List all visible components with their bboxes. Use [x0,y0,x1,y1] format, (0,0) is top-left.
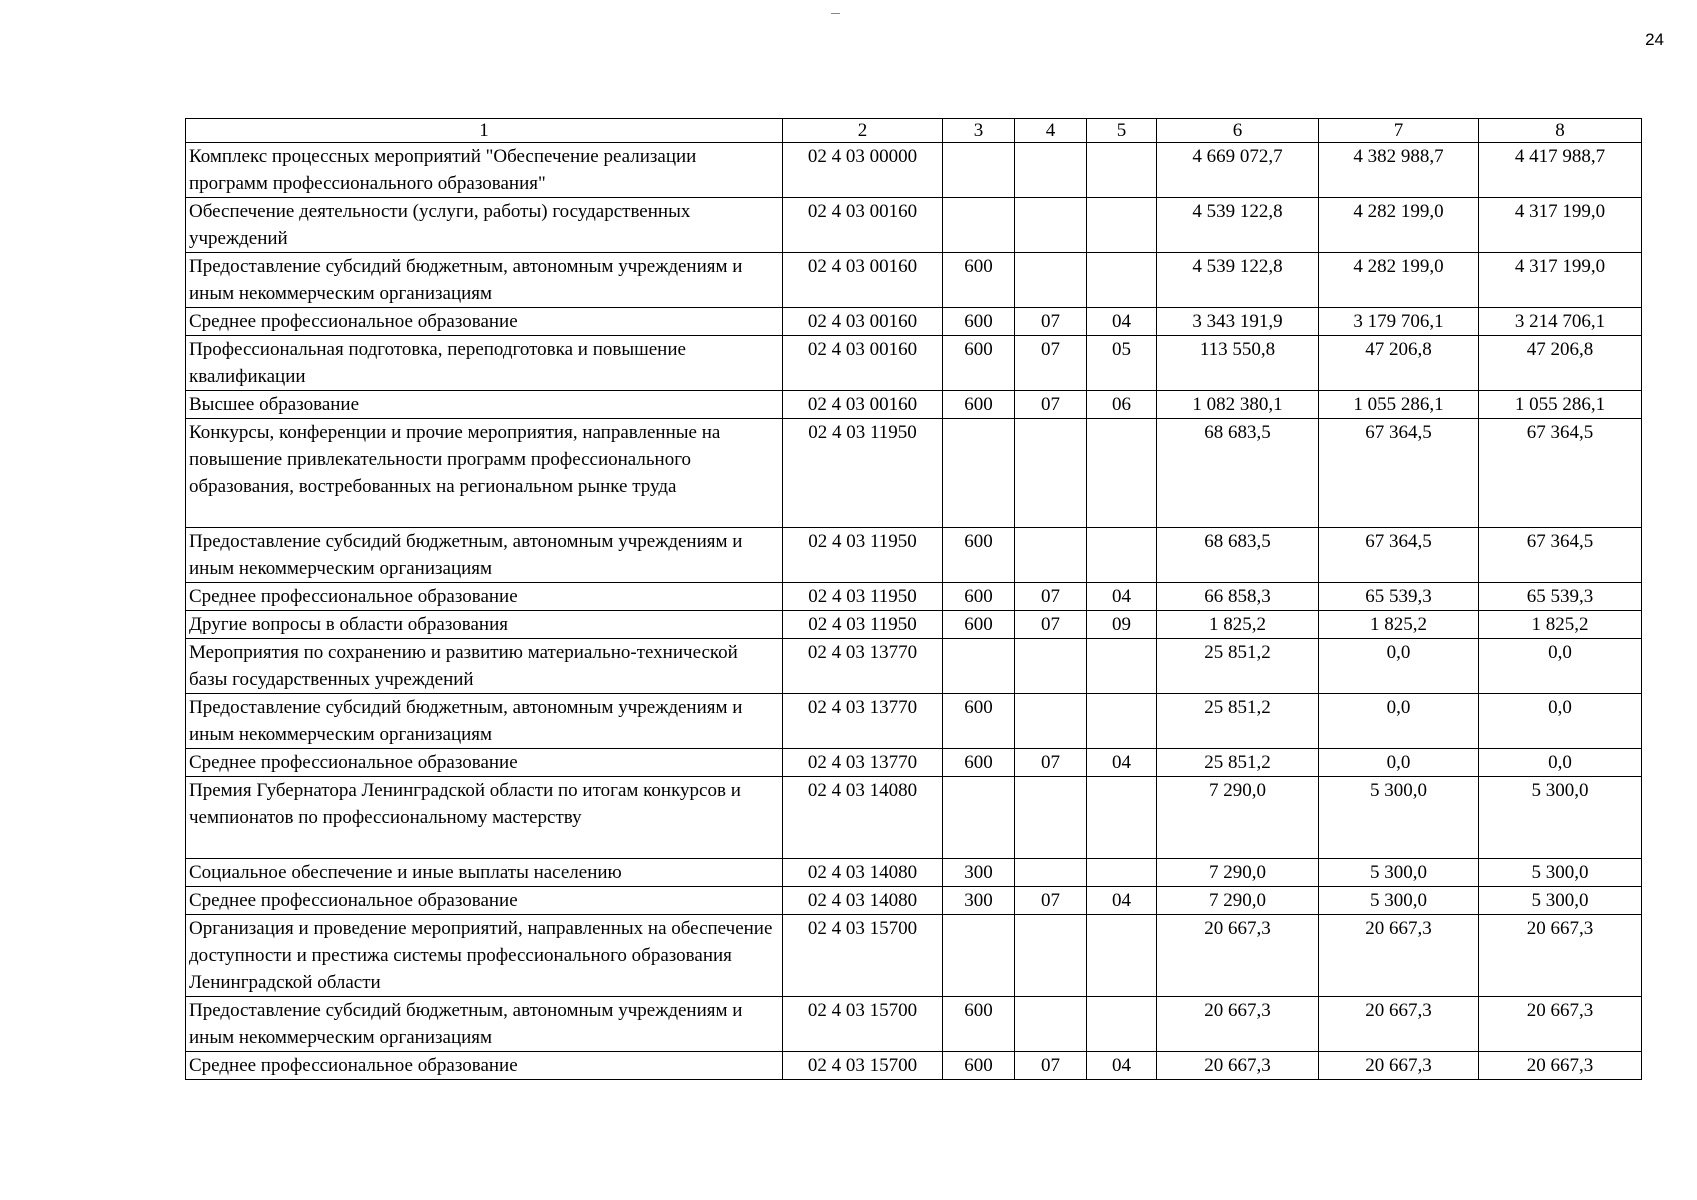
cell-name: Премия Губернатора Ленинградской области по итогам конкурсов и чемпионатов по профессиональному мастерству [186,777,783,859]
cell-expense-type: 600 [943,749,1015,777]
table-row [186,859,1642,887]
table-row [186,143,1642,198]
column-header: 5 [1087,119,1157,143]
page-number: 24 [1645,30,1664,49]
cell-section: 07 [1015,611,1087,639]
cell-section: 07 [1015,336,1087,391]
cell-code: 02 4 03 00160 [783,391,943,419]
table-row [186,253,1642,308]
cell-value-col6: 3 343 191,9 [1157,308,1319,336]
cell-section [1015,419,1087,528]
table-row [186,583,1642,611]
cell-value-col7: 65 539,3 [1319,583,1479,611]
cell-subsection [1087,997,1157,1052]
column-header: 3 [943,119,1015,143]
column-header: 1 [186,119,783,143]
cell-code: 02 4 03 00160 [783,198,943,253]
cell-section: 07 [1015,583,1087,611]
cell-value-col8: 1 055 286,1 [1479,391,1642,419]
cell-subsection [1087,253,1157,308]
table-row [186,694,1642,749]
cell-value-col8: 0,0 [1479,694,1642,749]
cell-subsection [1087,777,1157,859]
cell-expense-type: 600 [943,1052,1015,1080]
cell-name: Предоставление субсидий бюджетным, автономным учреждениям и иным некоммерческим организациям [186,694,783,749]
table-row [186,391,1642,419]
cell-code: 02 4 03 15700 [783,915,943,997]
cell-expense-type: 300 [943,887,1015,915]
cell-name: Предоставление субсидий бюджетным, автономным учреждениям и иным некоммерческим организациям [186,528,783,583]
column-header: 2 [783,119,943,143]
cell-value-col6: 25 851,2 [1157,639,1319,694]
cell-subsection: 04 [1087,1052,1157,1080]
cell-subsection [1087,419,1157,528]
cell-value-col8: 20 667,3 [1479,915,1642,997]
cell-value-col6: 20 667,3 [1157,997,1319,1052]
cell-expense-type: 600 [943,694,1015,749]
table-row [186,749,1642,777]
cell-subsection: 09 [1087,611,1157,639]
table-row [186,777,1642,859]
cell-code: 02 4 03 11950 [783,583,943,611]
cell-value-col6: 20 667,3 [1157,915,1319,997]
cell-section: 07 [1015,749,1087,777]
table-row [186,308,1642,336]
cell-value-col6: 7 290,0 [1157,859,1319,887]
table-header-row [186,119,1642,143]
cell-value-col7: 47 206,8 [1319,336,1479,391]
cell-name: Среднее профессиональное образование [186,887,783,915]
cell-code: 02 4 03 13770 [783,749,943,777]
cell-name: Среднее профессиональное образование [186,749,783,777]
cell-value-col6: 25 851,2 [1157,749,1319,777]
cell-expense-type: 300 [943,859,1015,887]
cell-name: Социальное обеспечение и иные выплаты населению [186,859,783,887]
cell-section: 07 [1015,391,1087,419]
cell-value-col8: 67 364,5 [1479,528,1642,583]
cell-value-col6: 68 683,5 [1157,419,1319,528]
cell-subsection [1087,859,1157,887]
cell-subsection: 04 [1087,887,1157,915]
cell-value-col6: 1 825,2 [1157,611,1319,639]
cell-section: 07 [1015,1052,1087,1080]
cell-name: Конкурсы, конференции и прочие мероприятия, направленные на повышение привлекательности программ профессионального образования, востребованных на региональном рынке труда [186,419,783,528]
cell-name: Комплекс процессных мероприятий "Обеспечение реализации программ профессионального образования" [186,143,783,198]
cell-section [1015,253,1087,308]
cell-value-col8: 20 667,3 [1479,1052,1642,1080]
cell-value-col7: 67 364,5 [1319,419,1479,528]
cell-value-col7: 5 300,0 [1319,777,1479,859]
table-body [186,119,1642,1080]
cell-code: 02 4 03 13770 [783,694,943,749]
cell-subsection [1087,639,1157,694]
cell-code: 02 4 03 00160 [783,336,943,391]
column-header: 8 [1479,119,1642,143]
cell-code: 02 4 03 15700 [783,1052,943,1080]
cell-value-col7: 20 667,3 [1319,915,1479,997]
cell-value-col6: 68 683,5 [1157,528,1319,583]
table-row [186,611,1642,639]
cell-value-col8: 5 300,0 [1479,777,1642,859]
cell-subsection [1087,198,1157,253]
cell-name: Высшее образование [186,391,783,419]
cell-expense-type [943,143,1015,198]
column-header: 6 [1157,119,1319,143]
cell-expense-type [943,915,1015,997]
cell-code: 02 4 03 00160 [783,308,943,336]
cell-code: 02 4 03 00160 [783,253,943,308]
cell-name: Среднее профессиональное образование [186,583,783,611]
cell-value-col8: 47 206,8 [1479,336,1642,391]
cell-value-col8: 0,0 [1479,639,1642,694]
cell-value-col6: 25 851,2 [1157,694,1319,749]
table-row [186,198,1642,253]
cell-subsection: 04 [1087,749,1157,777]
cell-value-col8: 67 364,5 [1479,419,1642,528]
table-row [186,336,1642,391]
cell-name: Обеспечение деятельности (услуги, работы) государственных учреждений [186,198,783,253]
cell-value-col6: 7 290,0 [1157,887,1319,915]
cell-section [1015,198,1087,253]
cell-value-col7: 1 825,2 [1319,611,1479,639]
cell-expense-type [943,198,1015,253]
cell-value-col7: 4 282 199,0 [1319,253,1479,308]
cell-code: 02 4 03 14080 [783,887,943,915]
cell-name: Среднее профессиональное образование [186,308,783,336]
cell-code: 02 4 03 00000 [783,143,943,198]
cell-value-col8: 4 417 988,7 [1479,143,1642,198]
scan-mark [831,13,840,14]
cell-value-col6: 1 082 380,1 [1157,391,1319,419]
cell-subsection [1087,528,1157,583]
cell-section [1015,528,1087,583]
column-header: 4 [1015,119,1087,143]
cell-name: Профессиональная подготовка, переподготовка и повышение квалификации [186,336,783,391]
cell-subsection: 05 [1087,336,1157,391]
cell-code: 02 4 03 11950 [783,611,943,639]
cell-value-col7: 0,0 [1319,639,1479,694]
cell-section [1015,639,1087,694]
table-row [186,915,1642,997]
cell-value-col8: 65 539,3 [1479,583,1642,611]
cell-expense-type: 600 [943,336,1015,391]
cell-expense-type: 600 [943,391,1015,419]
cell-section [1015,859,1087,887]
cell-value-col7: 3 179 706,1 [1319,308,1479,336]
cell-value-col7: 5 300,0 [1319,859,1479,887]
cell-subsection [1087,694,1157,749]
table-row [186,887,1642,915]
cell-code: 02 4 03 14080 [783,777,943,859]
cell-expense-type [943,777,1015,859]
cell-expense-type: 600 [943,583,1015,611]
table-row [186,528,1642,583]
cell-subsection: 06 [1087,391,1157,419]
cell-expense-type [943,419,1015,528]
cell-section [1015,694,1087,749]
cell-value-col8: 1 825,2 [1479,611,1642,639]
cell-code: 02 4 03 15700 [783,997,943,1052]
cell-code: 02 4 03 14080 [783,859,943,887]
cell-value-col7: 0,0 [1319,694,1479,749]
cell-expense-type: 600 [943,253,1015,308]
cell-name: Другие вопросы в области образования [186,611,783,639]
table-row [186,419,1642,528]
cell-value-col8: 5 300,0 [1479,859,1642,887]
cell-value-col7: 4 282 199,0 [1319,198,1479,253]
cell-expense-type [943,639,1015,694]
cell-code: 02 4 03 11950 [783,528,943,583]
cell-expense-type: 600 [943,611,1015,639]
cell-value-col8: 4 317 199,0 [1479,198,1642,253]
cell-name: Организация и проведение мероприятий, направленных на обеспечение доступности и престижа системы профессионального образования Ленинградской области [186,915,783,997]
cell-section [1015,143,1087,198]
column-header: 7 [1319,119,1479,143]
table-row [186,1052,1642,1080]
cell-value-col7: 1 055 286,1 [1319,391,1479,419]
cell-subsection: 04 [1087,308,1157,336]
cell-value-col6: 4 669 072,7 [1157,143,1319,198]
cell-value-col7: 67 364,5 [1319,528,1479,583]
cell-code: 02 4 03 13770 [783,639,943,694]
cell-value-col7: 0,0 [1319,749,1479,777]
cell-section: 07 [1015,887,1087,915]
cell-subsection [1087,915,1157,997]
cell-section [1015,915,1087,997]
cell-value-col7: 4 382 988,7 [1319,143,1479,198]
cell-value-col8: 3 214 706,1 [1479,308,1642,336]
cell-value-col6: 113 550,8 [1157,336,1319,391]
cell-name: Мероприятия по сохранению и развитию материально-технической базы государственных учреждений [186,639,783,694]
cell-section [1015,777,1087,859]
budget-table [185,118,1642,1080]
cell-name: Среднее профессиональное образование [186,1052,783,1080]
cell-value-col6: 66 858,3 [1157,583,1319,611]
cell-value-col7: 20 667,3 [1319,997,1479,1052]
table-row [186,639,1642,694]
cell-section: 07 [1015,308,1087,336]
cell-value-col8: 0,0 [1479,749,1642,777]
cell-subsection [1087,143,1157,198]
cell-subsection: 04 [1087,583,1157,611]
cell-value-col7: 5 300,0 [1319,887,1479,915]
cell-value-col7: 20 667,3 [1319,1052,1479,1080]
cell-value-col6: 20 667,3 [1157,1052,1319,1080]
cell-expense-type: 600 [943,528,1015,583]
cell-value-col6: 4 539 122,8 [1157,253,1319,308]
cell-section [1015,997,1087,1052]
cell-value-col8: 4 317 199,0 [1479,253,1642,308]
table-row [186,997,1642,1052]
cell-value-col8: 20 667,3 [1479,997,1642,1052]
cell-name: Предоставление субсидий бюджетным, автономным учреждениям и иным некоммерческим организациям [186,253,783,308]
cell-code: 02 4 03 11950 [783,419,943,528]
cell-value-col6: 4 539 122,8 [1157,198,1319,253]
cell-value-col6: 7 290,0 [1157,777,1319,859]
cell-value-col8: 5 300,0 [1479,887,1642,915]
cell-expense-type: 600 [943,997,1015,1052]
cell-name: Предоставление субсидий бюджетным, автономным учреждениям и иным некоммерческим организациям [186,997,783,1052]
cell-expense-type: 600 [943,308,1015,336]
